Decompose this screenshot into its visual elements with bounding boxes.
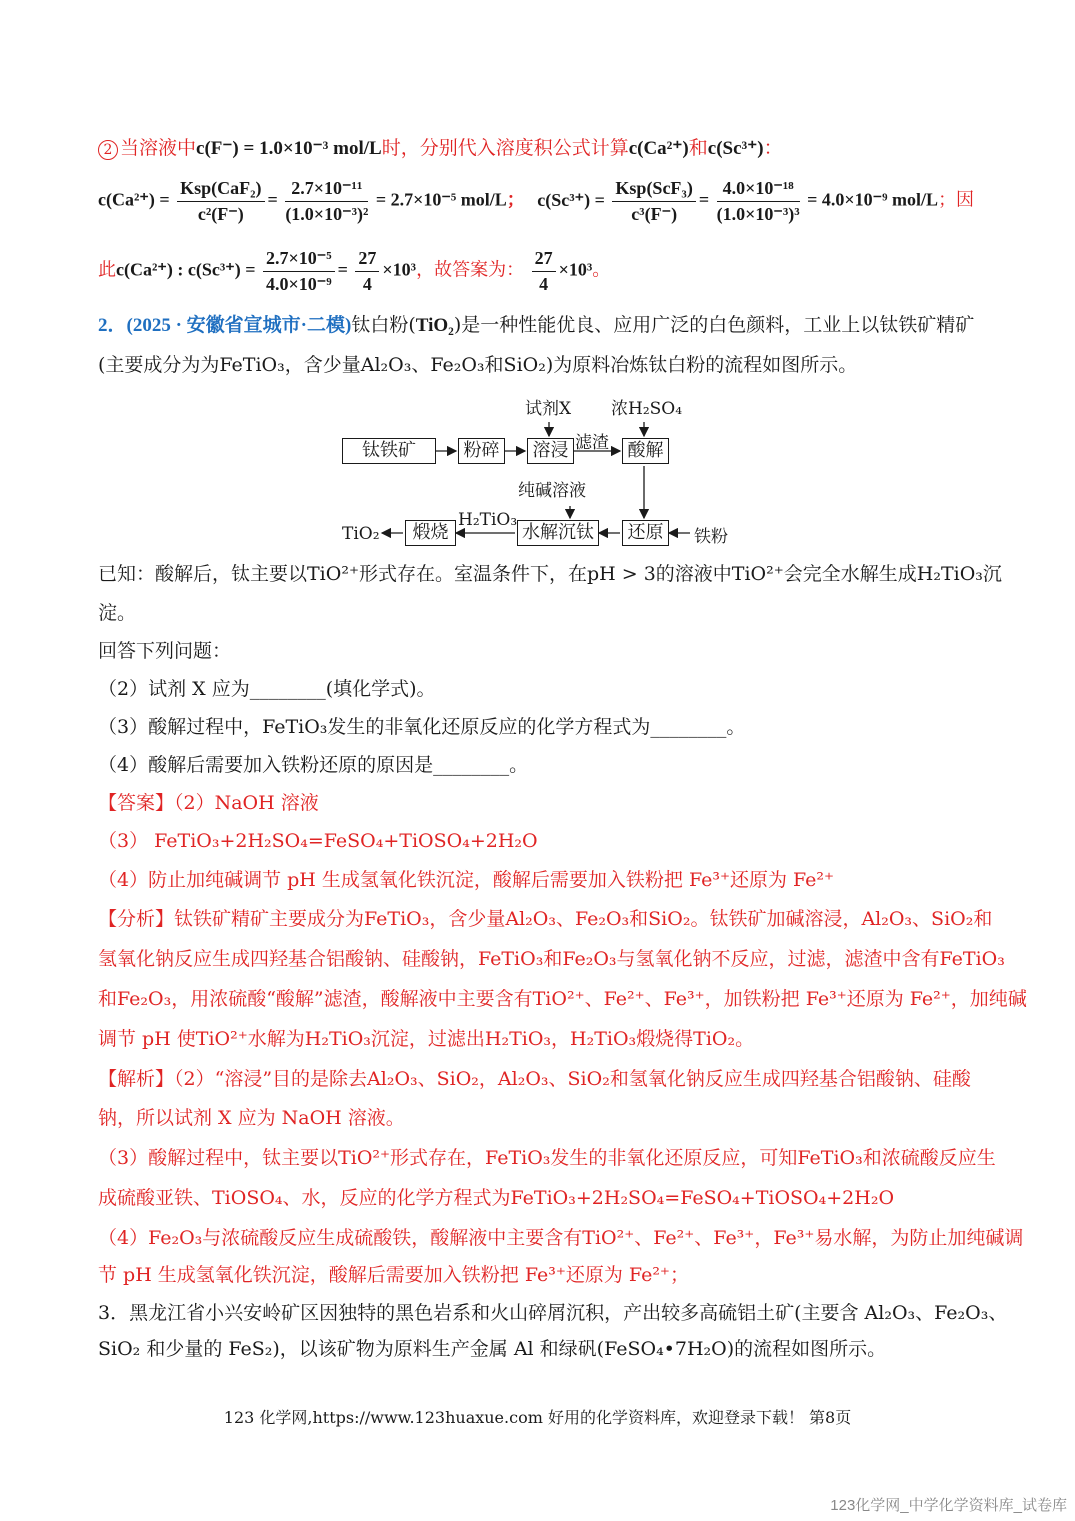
answer-tag: 【答案】 [98, 792, 175, 814]
analysis-tag: 【分析】 [98, 908, 175, 930]
explanation-line5: （4）Fe₂O₃与浓硫酸反应生成硫酸铁，酸解液中主要含有TiO²⁺、Fe²⁺、Fe³⁺，Fe³⁺易水解，为防止加纯碱调 [98, 1227, 1024, 1249]
flow-box-acid: 酸解 [622, 438, 669, 464]
flow-box-leach: 溶浸 [527, 438, 574, 464]
flow-box-hydrolysis: 水解沉钛 [517, 520, 599, 546]
ca-equation: c(Ca²⁺) = $\frac{\text{Ksp(CaF₂)}}{\text{c²(F⁻)}}$ = $\frac{\text{2.7×10⁻¹¹}}{\text{(1.0×10⁻³)²}}$ = 2.7×10⁻⁵ mol/L； c(Sc³⁺) = $\frac{\text{Ksp(ScF₃)}}{\text{c³(F⁻)}}$ = $\frac{\text{4.0×10⁻¹⁸}}{\text{(1.0×10⁻³)³}}$ = 4.0×10⁻⁹ mol/L；因 [98, 178, 975, 224]
flow-label-iron: 铁粉 [694, 527, 728, 547]
flow-label-residue: 滤渣 [575, 433, 609, 453]
q3-stem-line2: SiO₂ 和少量的 FeS₂)，以该矿物为原料生产金属 Al 和绿矾(FeSO₄•7H₂O)的流程如图所示。 [98, 1338, 887, 1360]
answer-line-3: （3） FeTiO₃+2H₂SO₄=FeSO₄+TiOSO₄+2H₂O [98, 830, 538, 852]
fraction: $\frac{27}{4}$ [532, 248, 556, 295]
flow-box-ore: 钛铁矿 [342, 438, 436, 464]
analysis-line4: 调节 pH 使TiO²⁺水解为H₂TiO₃沉淀，过滤出H₂TiO₃，H₂TiO₃煅烧得TiO₂。 [98, 1028, 755, 1050]
q3-stem-line1: 3．黑龙江省小兴安岭矿区因独特的黑色岩系和火山碎屑沉积，产出较多高硫铝土矿(主要含 Al₂O₃、Fe₂O₃、 [98, 1302, 1008, 1324]
analysis-line2: 氢氧化钠反应生成四羟基合铝酸钠、硅酸钠，FeTiO₃和Fe₂O₃与氢氧化钠不反应，过滤，滤渣中含有FeTiO₃ [98, 948, 1005, 970]
flow-label-h2tio3: H₂TiO₃ [458, 510, 518, 530]
explanation-line3: （3）酸解过程中，钛主要以TiO²⁺形式存在，FeTiO₃发生的非氧化还原反应，可知FeTiO₃和浓硫酸反应生 [98, 1147, 996, 1169]
answer-line-2: 【答案】（2）NaOH 溶液 [98, 792, 319, 814]
flow-label-tio2: TiO₂ [342, 524, 380, 544]
explanation-line2: 钠，所以试剂 X 应为 NaOH 溶液。 [98, 1107, 405, 1129]
known-line2: 淀。 [98, 602, 137, 624]
flow-box-crush: 粉碎 [458, 438, 505, 464]
explanation-line6: 节 pH 生成氢氧化铁沉淀，酸解后需要加入铁粉把 Fe³⁺还原为 Fe²⁺； [98, 1264, 689, 1286]
explanation-tag: 【解析】 [98, 1068, 175, 1090]
explanation-line4: 成硫酸亚铁、TiOSO₄、水，反应的化学方程式为FeTiO₃+2H₂SO₄=FeSO₄+TiOSO₄+2H₂O [98, 1187, 895, 1209]
fraction: $\frac{\text{4.0×10⁻¹⁸}}{\text{(1.0×10⁻³)³}}$ [716, 178, 800, 224]
part2-intro-line: 2 当溶液中c(F⁻) = 1.0×10⁻³ mol/L时，分别代入溶度积公式计算c(Ca²⁺)和c(Sc³⁺)： [98, 135, 978, 162]
analysis-line3: 和Fe₂O₃，用浓硫酸“酸解”滤渣，酸解液中主要含有TiO²⁺、Fe²⁺、Fe³⁺，加铁粉把 Fe³⁺还原为 Fe²⁺，加纯碱 [98, 988, 1027, 1010]
q2-stem-line1: 2．(2025 · 安徽省宣城市·二模)钛白粉(TiO₂)是一种性能优良、应用广泛的白色颜料，工业上以钛铁矿精矿 [98, 314, 975, 336]
watermark: 123化学网_中学化学资料库_试卷库 [830, 1497, 1067, 1514]
subquestion-3: （3）酸解过程中，FeTiO₃发生的非氧化还原反应的化学方程式为________。 [98, 716, 746, 738]
subquestion-4: （4）酸解后需要加入铁粉还原的原因是________。 [98, 754, 529, 776]
fraction: $\frac{\text{2.7×10⁻⁵}}{\text{4.0×10⁻⁹}}$ [263, 248, 335, 295]
flow-label-soda: 纯碱溶液 [518, 481, 586, 501]
flow-label-h2so4: 浓H₂SO₄ [611, 399, 683, 419]
fraction: $\frac{\text{Ksp(ScF₃)}}{\text{c³(F⁻)}}$ [612, 178, 695, 225]
page-footer: 123 化学网,https://www.123huaxue.com 好用的化学资料库，欢迎登录下载！ 第8页 [223, 1408, 852, 1427]
flow-box-calcine: 煅烧 [405, 520, 456, 546]
flow-label-reagent-x: 试剂X [525, 399, 572, 419]
subquestion-2: （2）试剂 X 应为________(填化学式)。 [98, 678, 436, 700]
ratio-equation: 此c(Ca²⁺) : c(Sc³⁺) = $\frac{\text{2.7×10⁻⁵}}{\text{4.0×10⁻⁹}}$ = $\frac{27}{4}$ ×10³，故答案为： $\frac{27}{4}$ ×10³。 [98, 248, 611, 294]
analysis-line1: 【分析】钛铁矿精矿主要成分为FeTiO₃，含少量Al₂O₃、Fe₂O₃和SiO₂。钛铁矿加碱溶浸，Al₂O₃、SiO₂和 [98, 908, 993, 930]
answer-line-4: （4）防止加纯碱调节 pH 生成氢氧化铁沉淀，酸解后需要加入铁粉把 Fe³⁺还原为 Fe²⁺ [98, 869, 835, 891]
q2-stem-line2: (主要成分为为FeTiO₃，含少量Al₂O₃、Fe₂O₃和SiO₂)为原料冶炼钛白粉的流程如图所示。 [98, 354, 858, 376]
known-line1: 已知：酸解后，钛主要以TiO²⁺形式存在。室温条件下，在pH > 3的溶液中TiO²⁺会完全水解生成H₂TiO₃沉 [98, 563, 1002, 585]
fraction: $\frac{\text{2.7×10⁻¹¹}}{\text{(1.0×10⁻³)²}}$ [285, 178, 369, 224]
flow-box-reduce: 还原 [622, 520, 669, 546]
process-flow-diagram [330, 388, 750, 558]
circled-number: 2 [98, 140, 118, 160]
fraction: $\frac{\text{Ksp(CaF₂)}}{\text{c²(F⁻)}}$ [177, 178, 264, 225]
explanation-line1: 【解析】（2）“溶浸”目的是除去Al₂O₃、SiO₂，Al₂O₃、SiO₂和氢氧化钠反应生成四羟基合铝酸钠、硅酸 [98, 1068, 971, 1090]
answer-intro: 回答下列问题： [98, 640, 232, 662]
fraction: $\frac{27}{4}$ [355, 248, 379, 295]
